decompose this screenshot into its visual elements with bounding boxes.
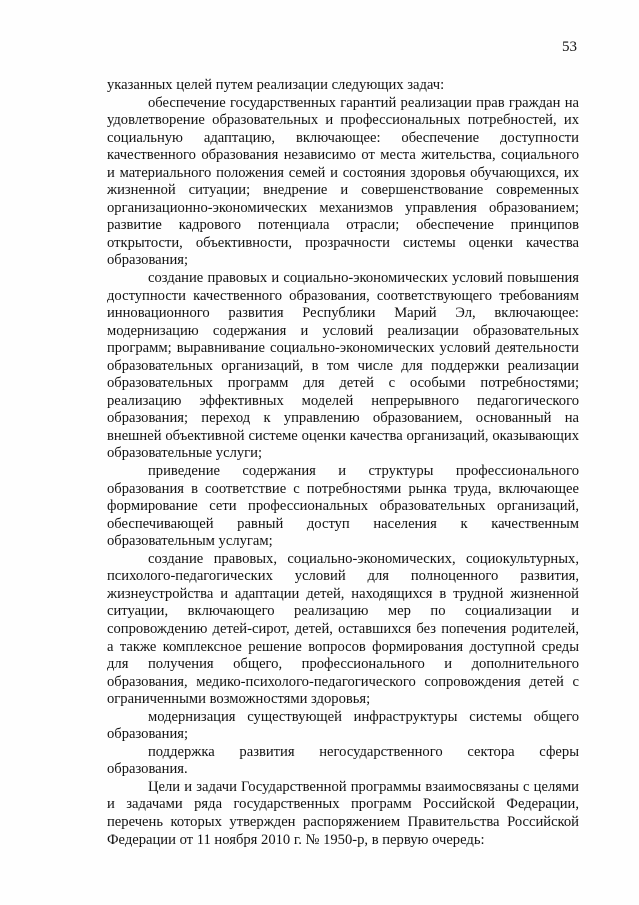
paragraph-continuation: указанных целей путем реализации следующих задач: [107,77,445,93]
paragraph-task-children-support: создание правовых, социально-экономических, социокультурных, психолого-педагогических условий для полноценного развития, жизнеустройства и адаптации детей, находящихся в трудной жизненной ситуации, включающего реализацию мер по социализации и сопровождению детей-сирот, детей, оставшихся без попечения родителей, а также комплексное решение вопросов формирования доступной среды для получения общего, профессионального и дополнительного образования, медико-психолого-педагогического сопровождения детей с ограниченными возможностями здоровья; [107,550,579,708]
paragraph-task-legal-conditions: создание правовых и социально-экономических условий повышения доступности качественного образования, соответствующего требованиям инновационного развития Республики Марий Эл, включающее: модернизацию содержания и условий реализации образовательных программ; выравнивание социально-экономических условий деятельности образовательных организаций, в том числе для поддержки реализации образовательных программ для детей с особыми потребностями; реализацию эффективных моделей непрерывного педагогического образования; переход к управлению образованием, основанный на внешней объективной системе оценки качества организаций, оказывающих образовательные услуги; [107,270,579,462]
paragraph-goals-link: Цели и задачи Государственной программы взаимосвязаны с целями и задачами ряда государственных программ Российской Федерации, перечень которых утвержден распоряжением Правительства Российской Федерации от 11 ноября 2010 г. № 1950-р, в первую очередь: [107,778,579,848]
paragraph-task-guarantees: обеспечение государственных гарантий реализации прав граждан на удовлетворение образовательных и профессиональных потребностей, их социальную адаптацию, включающее: обеспечение доступности качественного образования независимо от места жительства, социального и материального положения семей и состояния здоровья обучающихся, их жизненной ситуации; внедрение и совершенствование современных организационно-экономических механизмов управления образованием; развитие кадрового потенциала отрасли; обеспечение принципов открытости, объективности, прозрачности системы оценки качества образования; [107,94,579,269]
page-number: 53 [562,39,577,55]
paragraph-task-nongovernment-sector: поддержка развития негосударственного сектора сферы образования. [107,743,579,778]
body-text [107,77,579,849]
paragraph-task-infrastructure: модернизация существующей инфраструктуры системы общего образования; [107,708,579,743]
paragraph-task-vocational-alignment: приведение содержания и структуры профессионального образования в соответствие с потребностями рынка труда, включающее формирование сети профессиональных образовательных организаций, обеспечивающей равный доступ населения к качественным образовательным услугам; [107,463,579,550]
